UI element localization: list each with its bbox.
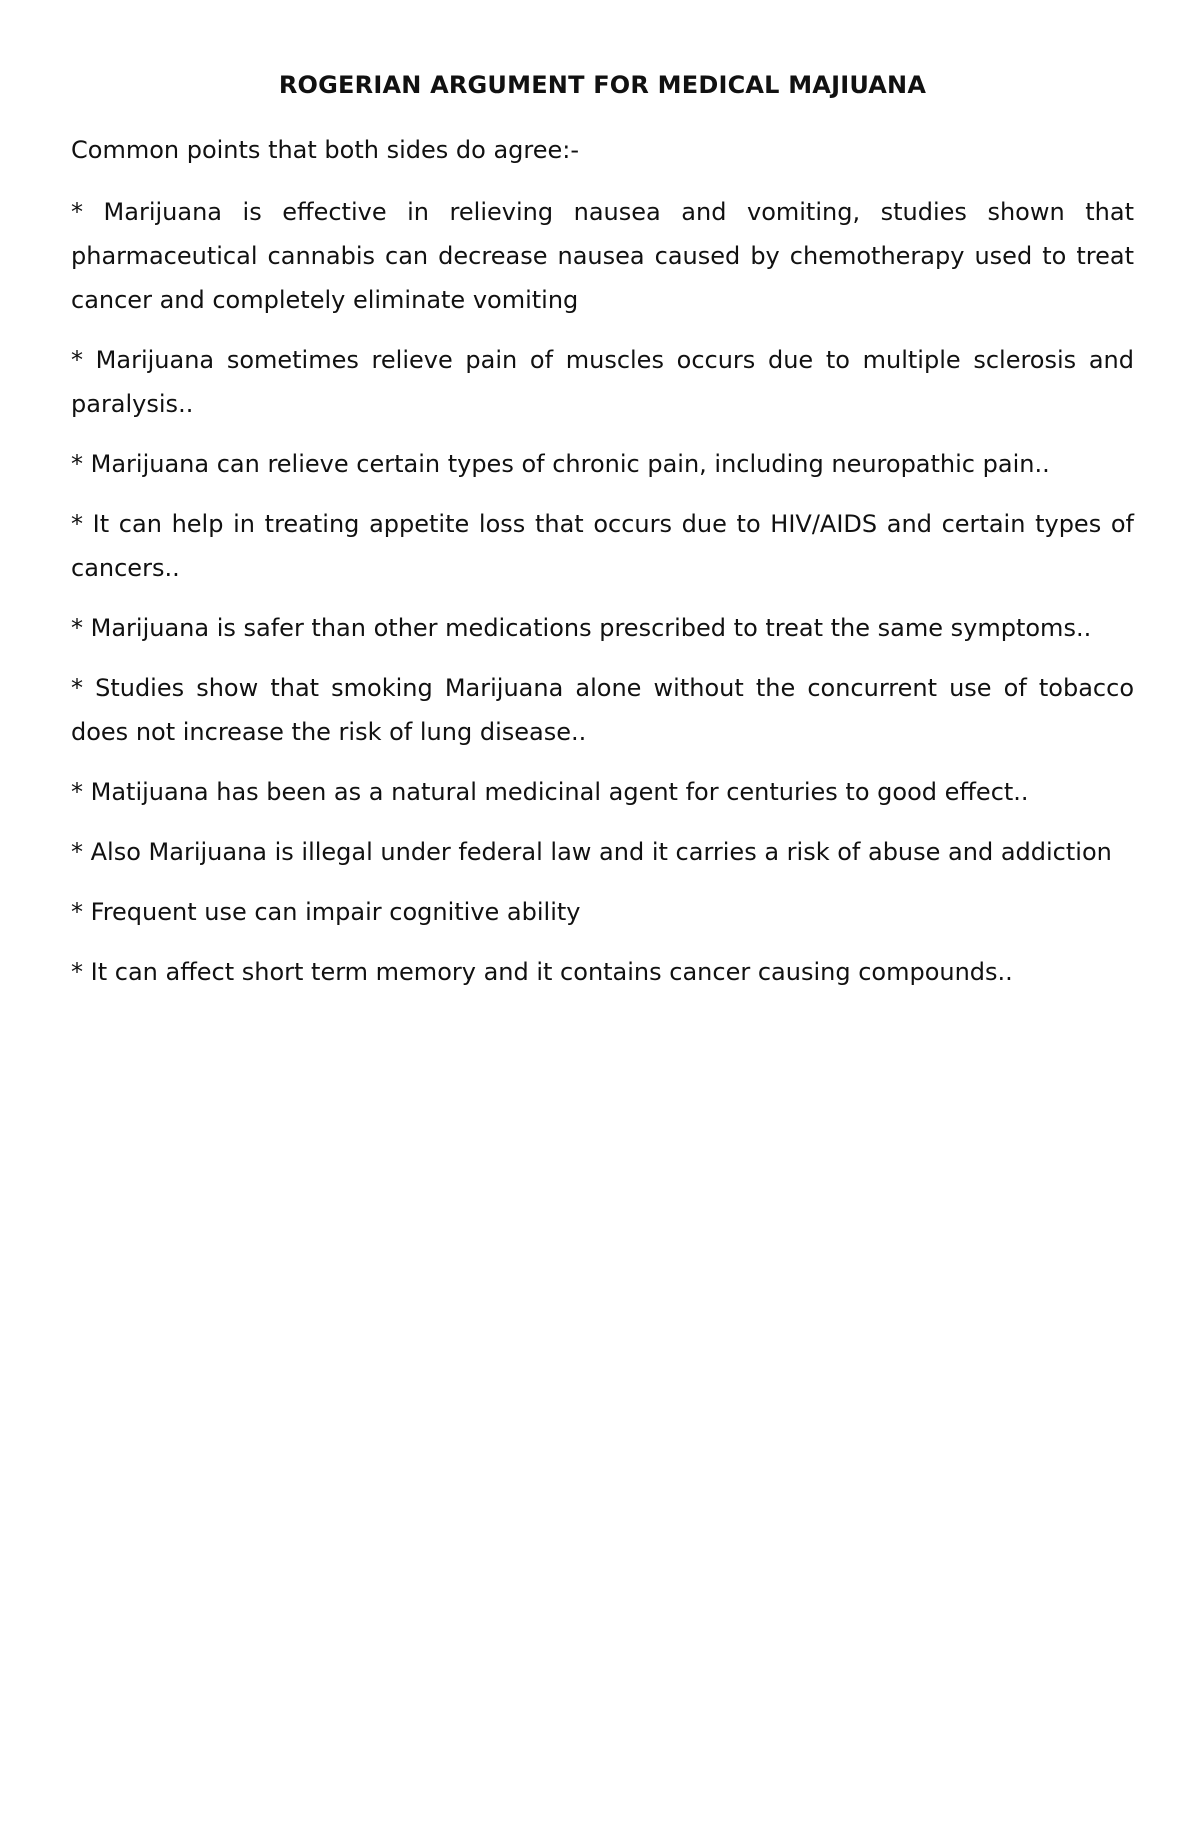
point-item: * Frequent use can impair cognitive ability	[71, 898, 581, 926]
point-item: * It can affect short term memory and it contains cancer causing compounds..	[71, 958, 1013, 986]
point-item: * Marijuana can relieve certain types of chronic pain, including neuropathic pain..	[71, 450, 1050, 478]
point-item: * Studies show that smoking Marijuana alone without the concurrent use of tobacco does not increase the risk of lung disease..	[71, 674, 1134, 746]
point-item: * It can help in treating appetite loss that occurs due to HIV/AIDS and certain types of cancers..	[71, 510, 1134, 582]
document-title: ROGERIAN ARGUMENT FOR MEDICAL MAJIUANA	[278, 71, 927, 99]
point-item: * Matijuana has been as a natural medicinal agent for centuries to good effect..	[71, 778, 1029, 806]
intro-paragraph: Common points that both sides do agree:-	[71, 136, 580, 164]
point-item: * Also Marijuana is illegal under federal law and it carries a risk of abuse and addiction	[71, 838, 1112, 866]
point-item: * Marijuana is effective in relieving nausea and vomiting, studies shown that pharmaceutical cannabis can decrease nausea caused by chemotherapy used to treat cancer and completely eliminate vomiting	[71, 198, 1134, 314]
point-item: * Marijuana sometimes relieve pain of muscles occurs due to multiple sclerosis and paralysis..	[71, 346, 1134, 418]
point-item: * Marijuana is safer than other medications prescribed to treat the same symptoms..	[71, 614, 1092, 642]
